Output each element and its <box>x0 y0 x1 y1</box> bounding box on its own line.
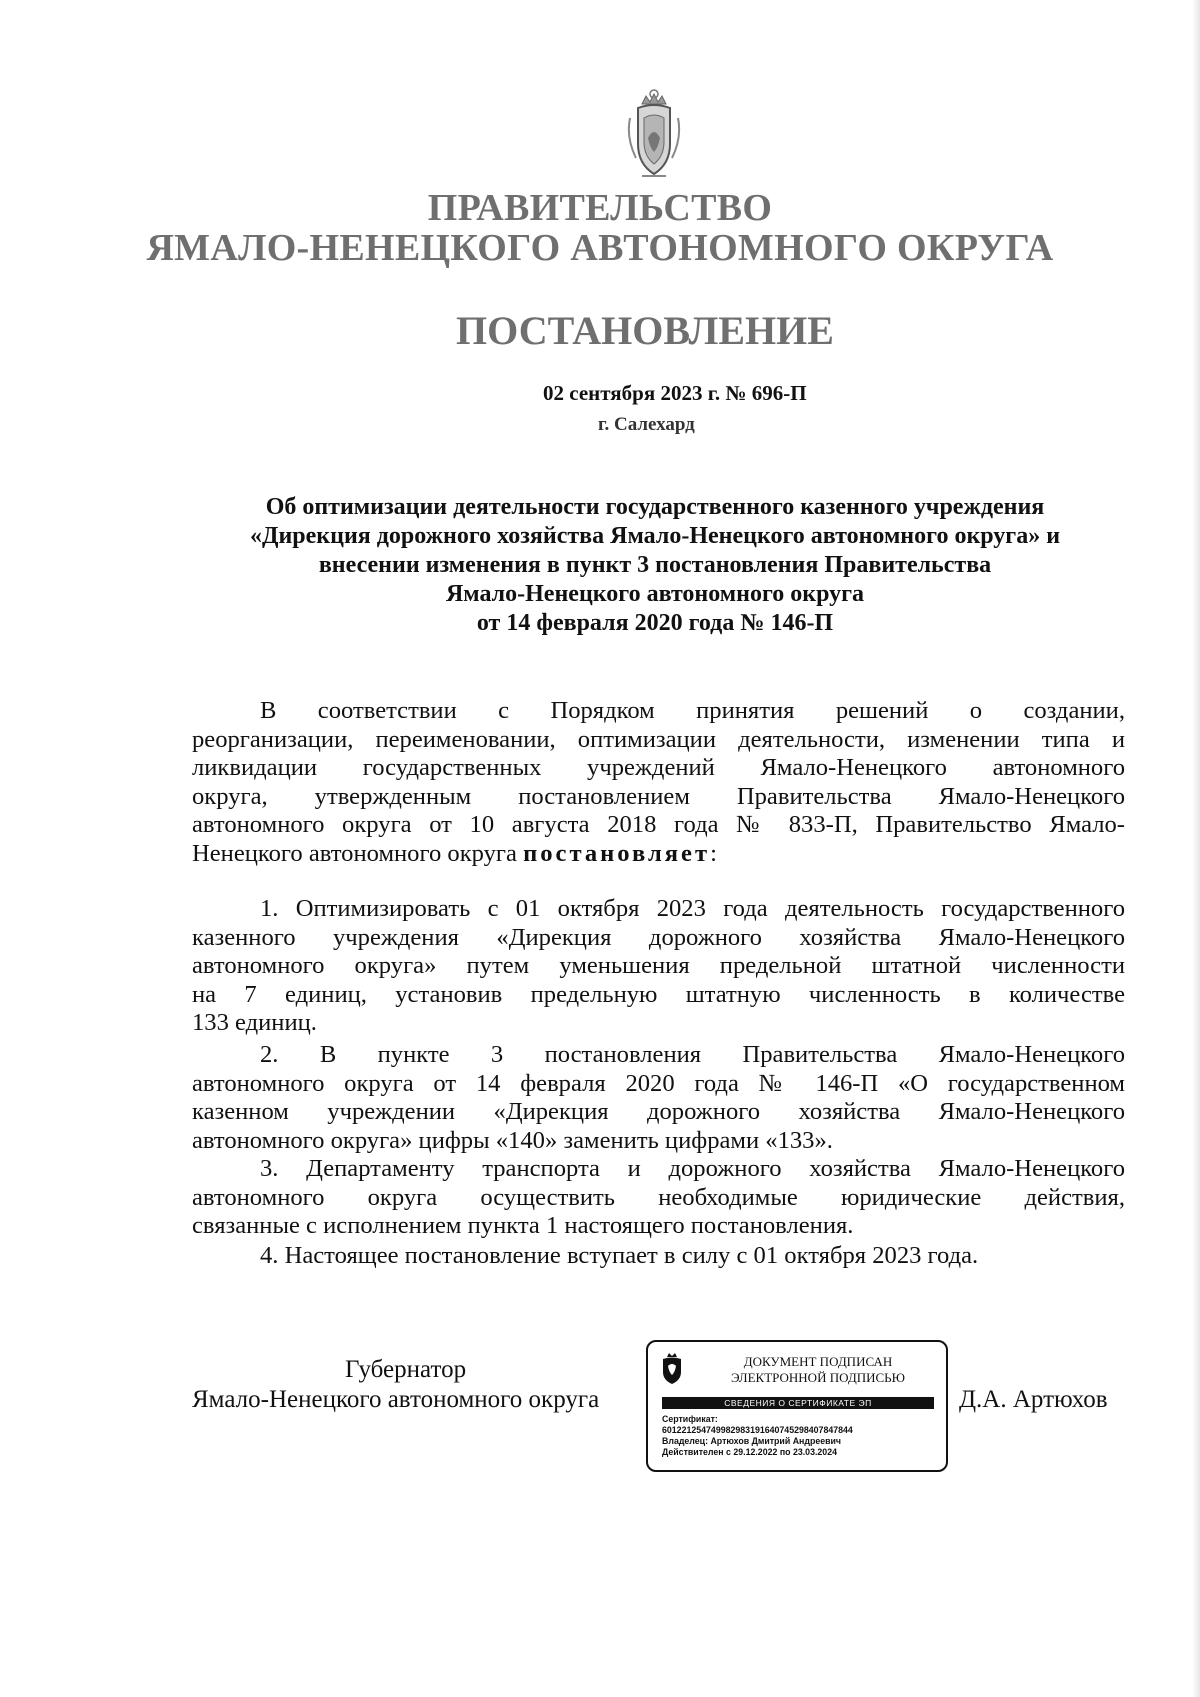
body-text: : <box>710 839 717 867</box>
document-type: ПОСТАНОВЛЕНИЕ <box>456 308 834 353</box>
subject-line: Об оптимизации деятельности государственного казенного учреждения <box>265 494 1045 520</box>
body-line: реорганизации, переименовании, оптимизации деятельности, изменении типа и <box>192 725 1125 753</box>
body-line: автономного округа» цифры «140» заменить цифрами «133». <box>192 1126 833 1154</box>
subject-line: «Дирекция дорожного хозяйства Ямало-Ненецкого автономного округа» и <box>249 523 1061 549</box>
body-line: казенного учреждения «Дирекция дорожного хозяйства Ямало-Ненецкого <box>192 923 1125 951</box>
organization-title: ПРАВИТЕЛЬСТВО <box>427 187 773 229</box>
body-line: автономного округа» путем уменьшения предельной штатной численности <box>192 952 1125 979</box>
document-subject <box>180 493 1130 638</box>
certificate-owner: Владелец: Артюхов Дмитрий Андреевич <box>662 1436 842 1446</box>
body-line: 2. В пункте 3 постановления Правительства Ямало-Ненецкого <box>260 1041 1125 1068</box>
body-line-last <box>192 840 1125 869</box>
body-line: В соответствии с Порядком принятия решений о создании, <box>260 697 1125 724</box>
stamp-heading-line: ДОКУМЕНТ ПОДПИСАН <box>743 1354 893 1369</box>
subject-line: от 14 февраля 2020 года № 146-П <box>476 610 834 636</box>
document-city: г. Салехард <box>598 414 695 435</box>
certificate-number: 601221254749982983191640745298407847844 <box>662 1425 853 1435</box>
preamble-paragraph <box>192 697 1125 868</box>
signer-title: Губернатор <box>345 1356 467 1383</box>
subject-line: внесении изменения в пункт 3 постановления Правительства <box>318 552 992 578</box>
subject-line: Ямало-Ненецкого автономного округа <box>445 581 865 607</box>
body-line: округа, утвержденным постановлением Правительства Ямало-Ненецкого <box>192 782 1125 810</box>
item-3 <box>192 1155 1125 1241</box>
certificate-validity: Действителен с 29.12.2022 по 23.03.2024 <box>662 1447 837 1457</box>
document-date-number: 02 сентября 2023 г. № 696-П <box>543 381 807 405</box>
body-line: 4. Настоящее постановление вступает в силу с 01 октября 2023 года. <box>260 1242 979 1269</box>
stamp-heading <box>698 1354 938 1386</box>
body-line: автономного округа от 10 августа 2018 года № 833-П, Правительство Ямало- <box>192 811 1125 838</box>
body-line: на 7 единиц, установив предельную штатную численность в количестве <box>192 980 1125 1008</box>
body-line: автономного округа осуществить необходимые юридические действия, <box>192 1183 1125 1211</box>
body-line: связанные с исполнением пункта 1 настоящего постановления. <box>192 1212 854 1239</box>
signer-name: Д.А. Артюхов <box>959 1386 1108 1413</box>
item-4 <box>192 1242 1125 1271</box>
body-line: 1. Оптимизировать с 01 октября 2023 года деятельность государственного <box>260 895 1125 922</box>
item-2 <box>192 1041 1125 1155</box>
body-line: 3. Департаменту транспорта и дорожного хозяйства Ямало-Ненецкого <box>260 1155 1125 1182</box>
body-line: автономного округа от 14 февраля 2020 года № 146-П «О государственном <box>192 1069 1125 1097</box>
stamp-emblem-icon <box>660 1352 684 1386</box>
coat-of-arms-emblem <box>622 88 686 184</box>
organization-region: ЯМАЛО-НЕНЕЦКОГО АВТОНОМНОГО ОКРУГА <box>146 227 1054 269</box>
body-text: Ненецкого автономного округа <box>192 839 517 867</box>
certificate-details <box>662 1414 942 1458</box>
signer-organization: Ямало-Ненецкого автономного округа <box>192 1386 600 1413</box>
resolution-keyword: постановляет <box>523 839 711 867</box>
item-1 <box>192 895 1125 1038</box>
stamp-heading-line: ЭЛЕКТРОННОЙ ПОДПИСЬЮ <box>731 1370 905 1385</box>
body-line: 133 единиц. <box>192 1009 317 1036</box>
certificate-label: Сертификат: <box>662 1414 718 1424</box>
certificate-info-bar: СВЕДЕНИЯ О СЕРТИФИКАТЕ ЭП <box>662 1397 934 1409</box>
body-line: казенном учреждении «Дирекция дорожного хозяйства Ямало-Ненецкого <box>192 1098 1125 1125</box>
body-line: ликвидации государственных учреждений Ямало-Ненецкого автономного <box>192 754 1125 781</box>
electronic-signature-stamp <box>646 1340 948 1472</box>
